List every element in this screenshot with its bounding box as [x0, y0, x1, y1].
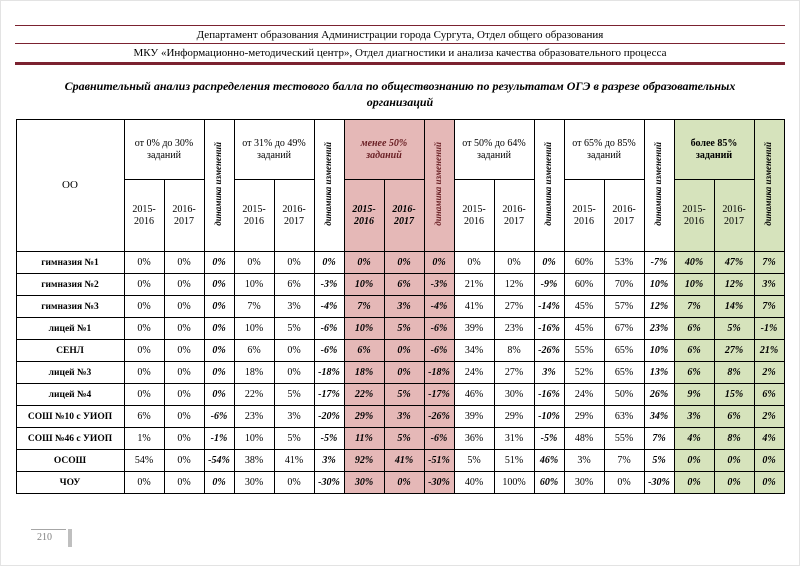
value-cell: 6% [384, 274, 424, 296]
value-cell: 40% [454, 472, 494, 494]
org-name-cell: СОШ №46 с УИОП [16, 428, 124, 450]
value-cell: -16% [534, 318, 564, 340]
value-cell: 30% [234, 472, 274, 494]
report-title: Сравнительный анализ распределения тестового балла по обществознанию по результатам ОГЭ в разрезе образовательных организаций [64, 79, 736, 110]
dynamics-column-header [754, 120, 784, 252]
org-name-cell: лицей №4 [16, 384, 124, 406]
page-number: 210 [37, 532, 52, 543]
group-header: от 50% до 64% заданий [454, 120, 534, 180]
table-row [16, 340, 784, 362]
value-cell: -16% [534, 384, 564, 406]
header-line-1: Департамент образования Администрации города Сургута, Отдел общего образования [15, 26, 785, 44]
value-cell: 0% [274, 340, 314, 362]
value-cell: 24% [564, 384, 604, 406]
value-cell: 60% [564, 252, 604, 274]
value-cell: 0% [274, 252, 314, 274]
value-cell: 92% [344, 450, 384, 472]
table-row [16, 362, 784, 384]
year-header: 2015-2016 [454, 180, 494, 252]
year-header: 2016-2017 [604, 180, 644, 252]
org-name-cell: СЕНЛ [16, 340, 124, 362]
year-header: 2016-2017 [164, 180, 204, 252]
org-name-cell: гимназия №1 [16, 252, 124, 274]
value-cell: -3% [314, 274, 344, 296]
table-row [16, 472, 784, 494]
dynamics-column-header [314, 120, 344, 252]
value-cell: 46% [454, 384, 494, 406]
value-cell: 27% [714, 340, 754, 362]
value-cell: 6% [674, 318, 714, 340]
value-cell: 0% [124, 274, 164, 296]
org-name-cell: гимназия №2 [16, 274, 124, 296]
value-cell: 0% [164, 318, 204, 340]
org-name-cell: лицей №1 [16, 318, 124, 340]
value-cell: 22% [234, 384, 274, 406]
value-cell: 0% [164, 450, 204, 472]
value-cell: 0% [124, 252, 164, 274]
value-cell: 0% [164, 340, 204, 362]
value-cell: 0% [204, 274, 234, 296]
value-cell: 8% [714, 428, 754, 450]
value-cell: 3% [534, 362, 564, 384]
value-cell: 7% [344, 296, 384, 318]
value-cell: -26% [424, 406, 454, 428]
value-cell: 41% [384, 450, 424, 472]
org-name-cell: СОШ №10 с УИОП [16, 406, 124, 428]
value-cell: -17% [314, 384, 344, 406]
value-cell: -18% [314, 362, 344, 384]
dynamics-label: динамика изменений [323, 142, 334, 226]
value-cell: 18% [234, 362, 274, 384]
value-cell: 27% [494, 296, 534, 318]
value-cell: -6% [424, 428, 454, 450]
value-cell: 0% [494, 252, 534, 274]
value-cell: 6% [274, 274, 314, 296]
value-cell: 11% [344, 428, 384, 450]
value-cell: 2% [754, 406, 784, 428]
group-header: от 31% до 49% заданий [234, 120, 314, 180]
header-line-2: МКУ «Информационно-методический центр», Отдел диагностики и анализа качества образовательного процесса [133, 47, 667, 59]
org-name-cell: ЧОУ [16, 472, 124, 494]
dynamics-column-header [424, 120, 454, 252]
value-cell: 10% [674, 274, 714, 296]
table-row [16, 384, 784, 406]
value-cell: 39% [454, 406, 494, 428]
value-cell: 10% [644, 274, 674, 296]
table-row [16, 406, 784, 428]
value-cell: 0% [124, 318, 164, 340]
value-cell: 5% [274, 318, 314, 340]
value-cell: 54% [124, 450, 164, 472]
value-cell: 5% [454, 450, 494, 472]
value-cell: 4% [754, 428, 784, 450]
value-cell: 0% [234, 252, 274, 274]
group-header: более 85% заданий [674, 120, 754, 180]
value-cell: 5% [714, 318, 754, 340]
value-cell: 10% [234, 274, 274, 296]
value-cell: 45% [564, 296, 604, 318]
value-cell: 3% [274, 296, 314, 318]
value-cell: 0% [424, 252, 454, 274]
value-cell: -7% [644, 252, 674, 274]
dynamics-label: динамика изменений [543, 142, 554, 226]
value-cell: 51% [494, 450, 534, 472]
value-cell: 0% [674, 472, 714, 494]
value-cell: 7% [754, 296, 784, 318]
value-cell: 13% [644, 362, 674, 384]
year-header: 2016-2017 [494, 180, 534, 252]
value-cell: 15% [714, 384, 754, 406]
year-header: 2015-2016 [124, 180, 164, 252]
value-cell: 53% [604, 252, 644, 274]
value-cell: 7% [754, 252, 784, 274]
value-cell: -6% [314, 340, 344, 362]
org-name-cell: лицей №3 [16, 362, 124, 384]
value-cell: 34% [454, 340, 494, 362]
value-cell: 0% [164, 406, 204, 428]
dynamics-column-header [644, 120, 674, 252]
value-cell: 0% [124, 384, 164, 406]
value-cell: 60% [564, 274, 604, 296]
value-cell: 6% [344, 340, 384, 362]
table-row [16, 318, 784, 340]
value-cell: 36% [454, 428, 494, 450]
footer-accent-bar [68, 529, 72, 547]
value-cell: 8% [714, 362, 754, 384]
year-header: 2016-2017 [384, 180, 424, 252]
value-cell: 0% [164, 472, 204, 494]
value-cell: 10% [234, 428, 274, 450]
value-cell: 10% [344, 318, 384, 340]
value-cell: 6% [714, 406, 754, 428]
value-cell: 10% [234, 318, 274, 340]
value-cell: 34% [644, 406, 674, 428]
value-cell: 0% [534, 252, 564, 274]
value-cell: 5% [274, 428, 314, 450]
group-header: менее 50% заданий [344, 120, 424, 180]
group-header: от 0% до 30% заданий [124, 120, 204, 180]
value-cell: 0% [604, 472, 644, 494]
value-cell: 6% [124, 406, 164, 428]
value-cell: 0% [754, 472, 784, 494]
value-cell: -5% [534, 428, 564, 450]
value-cell: -18% [424, 362, 454, 384]
value-cell: 26% [644, 384, 674, 406]
dynamics-label: динамика изменений [653, 142, 664, 226]
value-cell: 52% [564, 362, 604, 384]
value-cell: 7% [234, 296, 274, 318]
value-cell: 5% [384, 318, 424, 340]
value-cell: 30% [494, 384, 534, 406]
value-cell: 0% [384, 362, 424, 384]
value-cell: 0% [204, 472, 234, 494]
value-cell: -6% [424, 340, 454, 362]
value-cell: 0% [124, 296, 164, 318]
value-cell: -5% [314, 428, 344, 450]
value-cell: 45% [564, 318, 604, 340]
value-cell: 4% [674, 428, 714, 450]
value-cell: 0% [164, 384, 204, 406]
value-cell: 0% [314, 252, 344, 274]
value-cell: 0% [454, 252, 494, 274]
org-name-cell: ОСОШ [16, 450, 124, 472]
value-cell: -30% [424, 472, 454, 494]
value-cell: 29% [494, 406, 534, 428]
value-cell: -54% [204, 450, 234, 472]
value-cell: 63% [604, 406, 644, 428]
value-cell: -20% [314, 406, 344, 428]
year-header: 2015-2016 [564, 180, 604, 252]
value-cell: 48% [564, 428, 604, 450]
value-cell: 6% [754, 384, 784, 406]
value-cell: 0% [754, 450, 784, 472]
value-cell: -6% [314, 318, 344, 340]
value-cell: 0% [384, 340, 424, 362]
dynamics-label: динамика изменений [433, 142, 444, 226]
table-row [16, 252, 784, 274]
value-cell: 47% [714, 252, 754, 274]
value-cell: -10% [534, 406, 564, 428]
value-cell: 0% [384, 252, 424, 274]
table-row [16, 450, 784, 472]
value-cell: 0% [164, 428, 204, 450]
value-cell: 0% [124, 340, 164, 362]
value-cell: 3% [314, 450, 344, 472]
value-cell: 30% [344, 472, 384, 494]
value-cell: 22% [344, 384, 384, 406]
dynamics-label: динамика изменений [763, 142, 774, 226]
value-cell: 6% [234, 340, 274, 362]
header-row-groups [16, 120, 784, 180]
value-cell: -51% [424, 450, 454, 472]
year-header: 2015-2016 [674, 180, 714, 252]
value-cell: 65% [604, 340, 644, 362]
value-cell: -6% [204, 406, 234, 428]
value-cell: 12% [494, 274, 534, 296]
value-cell: 0% [204, 340, 234, 362]
year-header: 2016-2017 [274, 180, 314, 252]
value-cell: 46% [534, 450, 564, 472]
value-cell: 100% [494, 472, 534, 494]
document-header [15, 25, 785, 65]
value-cell: -6% [424, 318, 454, 340]
value-cell: 3% [274, 406, 314, 428]
value-cell: 65% [604, 362, 644, 384]
value-cell: 70% [604, 274, 644, 296]
value-cell: 27% [494, 362, 534, 384]
value-cell: 7% [674, 296, 714, 318]
oo-column-header: ОО [16, 120, 124, 252]
value-cell: 5% [384, 428, 424, 450]
page-footer [31, 529, 72, 547]
value-cell: 24% [454, 362, 494, 384]
value-cell: -14% [534, 296, 564, 318]
value-cell: 29% [564, 406, 604, 428]
value-cell: 41% [454, 296, 494, 318]
value-cell: 0% [274, 472, 314, 494]
value-cell: 67% [604, 318, 644, 340]
value-cell: -1% [754, 318, 784, 340]
value-cell: -30% [644, 472, 674, 494]
value-cell: -17% [424, 384, 454, 406]
value-cell: 41% [274, 450, 314, 472]
value-cell: 6% [674, 340, 714, 362]
value-cell: 23% [494, 318, 534, 340]
value-cell: 0% [674, 450, 714, 472]
value-cell: -3% [424, 274, 454, 296]
value-cell: 0% [204, 362, 234, 384]
value-cell: 10% [344, 274, 384, 296]
value-cell: 60% [534, 472, 564, 494]
value-cell: 0% [714, 472, 754, 494]
value-cell: 6% [674, 362, 714, 384]
value-cell: 1% [124, 428, 164, 450]
value-cell: 2% [754, 362, 784, 384]
value-cell: 0% [164, 252, 204, 274]
value-cell: 10% [644, 340, 674, 362]
value-cell: 0% [204, 252, 234, 274]
value-cell: 3% [564, 450, 604, 472]
value-cell: 0% [344, 252, 384, 274]
table-row [16, 428, 784, 450]
value-cell: -9% [534, 274, 564, 296]
value-cell: 0% [164, 274, 204, 296]
value-cell: 38% [234, 450, 274, 472]
value-cell: 3% [384, 296, 424, 318]
value-cell: 3% [384, 406, 424, 428]
value-cell: -4% [424, 296, 454, 318]
dynamics-column-header [204, 120, 234, 252]
value-cell: 21% [754, 340, 784, 362]
org-name-cell: гимназия №3 [16, 296, 124, 318]
value-cell: 39% [454, 318, 494, 340]
value-cell: 5% [274, 384, 314, 406]
year-header: 2015-2016 [234, 180, 274, 252]
value-cell: 29% [344, 406, 384, 428]
group-header: от 65% до 85% заданий [564, 120, 644, 180]
value-cell: -1% [204, 428, 234, 450]
value-cell: 23% [234, 406, 274, 428]
page-number-box [31, 529, 66, 543]
table-row [16, 274, 784, 296]
value-cell: 8% [494, 340, 534, 362]
table-row [16, 296, 784, 318]
value-cell: 57% [604, 296, 644, 318]
value-cell: 12% [644, 296, 674, 318]
value-cell: 0% [204, 318, 234, 340]
value-cell: 30% [564, 472, 604, 494]
value-cell: 55% [604, 428, 644, 450]
value-cell: 0% [714, 450, 754, 472]
value-cell: 0% [204, 296, 234, 318]
value-cell: 9% [674, 384, 714, 406]
results-table [16, 119, 785, 494]
year-header: 2015-2016 [344, 180, 384, 252]
value-cell: 7% [604, 450, 644, 472]
value-cell: 0% [274, 362, 314, 384]
value-cell: 55% [564, 340, 604, 362]
value-cell: -30% [314, 472, 344, 494]
value-cell: 5% [384, 384, 424, 406]
value-cell: 31% [494, 428, 534, 450]
value-cell: 21% [454, 274, 494, 296]
value-cell: 3% [754, 274, 784, 296]
value-cell: -26% [534, 340, 564, 362]
value-cell: 40% [674, 252, 714, 274]
value-cell: 0% [164, 296, 204, 318]
value-cell: 18% [344, 362, 384, 384]
value-cell: 50% [604, 384, 644, 406]
value-cell: 5% [644, 450, 674, 472]
value-cell: 0% [204, 384, 234, 406]
value-cell: 3% [674, 406, 714, 428]
value-cell: 14% [714, 296, 754, 318]
dynamics-column-header [534, 120, 564, 252]
value-cell: 23% [644, 318, 674, 340]
year-header: 2016-2017 [714, 180, 754, 252]
value-cell: 0% [384, 472, 424, 494]
value-cell: 0% [124, 472, 164, 494]
value-cell: -4% [314, 296, 344, 318]
value-cell: 12% [714, 274, 754, 296]
value-cell: 0% [124, 362, 164, 384]
value-cell: 0% [164, 362, 204, 384]
value-cell: 7% [644, 428, 674, 450]
dynamics-label: динамика изменений [213, 142, 224, 226]
